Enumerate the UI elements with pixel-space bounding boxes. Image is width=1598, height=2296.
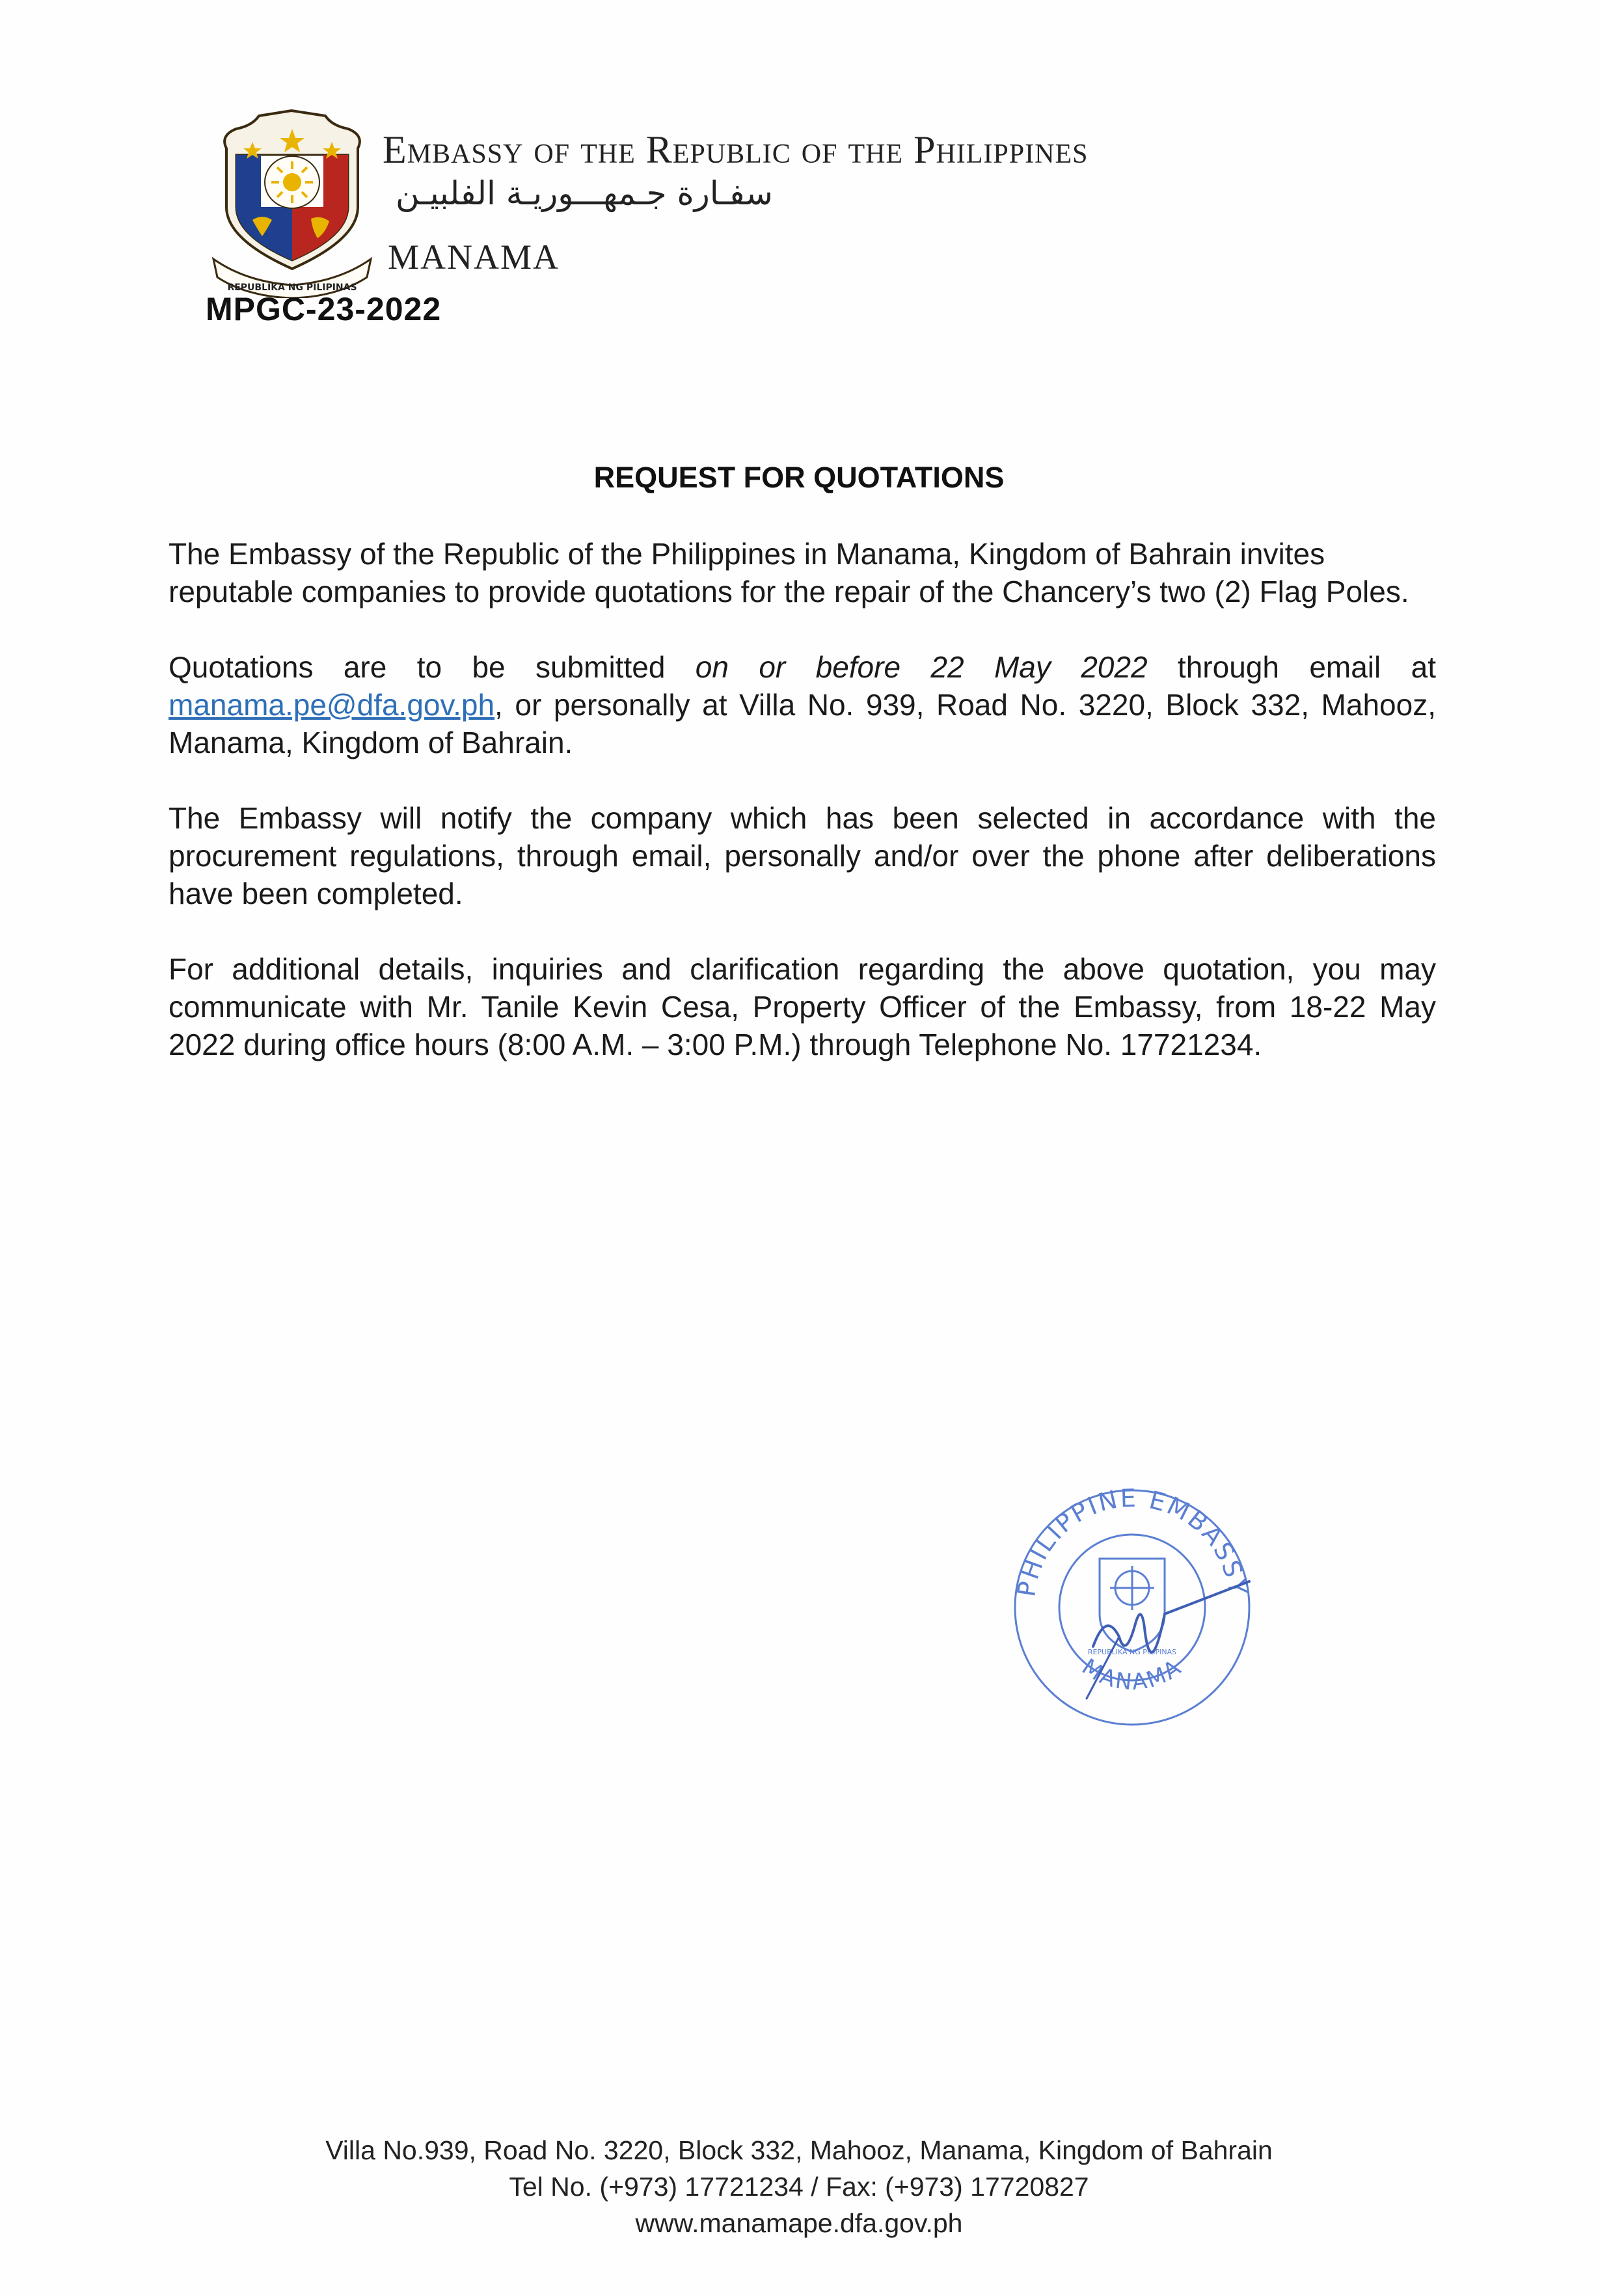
document-title: REQUEST FOR QUOTATIONS (593, 461, 1005, 494)
footer-contact: Tel No. (+973) 17721234 / Fax: (+973) 17720827 (509, 2172, 1089, 2202)
stamp-top-text: PHILIPPINE EMBASSY (1012, 1484, 1253, 1599)
reference-number: MPGC-23-2022 (206, 291, 442, 327)
invitation-paragraph: The Embassy of the Republic of the Philippines in Manama, Kingdom of Bahrain invites reputable companies to provide quotations for the repair of the Chancery’s two (2) Flag Poles. (169, 537, 1409, 608)
embassy-stamp-and-signature (995, 1484, 1269, 1731)
letter-footer (0, 2132, 1598, 2241)
embassy-name-heading: Embassy of the Republic of the Philippines (383, 128, 1089, 171)
svg-text:MANAMA (1077, 1654, 1187, 1695)
submission-text-1: Quotations are to be submitted (169, 650, 696, 684)
seal-caption: REPUBLIKA NG PILIPINAS (227, 282, 357, 293)
stamp-inner-caption: REPUBLIKA NG PILIPINAS (1087, 1648, 1177, 1656)
contact-paragraph: For additional details, inquiries and clarification regarding the above quotation, you may communicate with Mr. Tanile Kevin Cesa, Property Officer of the Embassy, from 18-22 May 2022 during office hours (8:00 A.M. – 3:00 P.M.) through Telephone No. 17721234. (169, 952, 1436, 1061)
footer-address: Villa No.939, Road No. 3220, Block 332, Mahooz, Manama, Kingdom of Bahrain (325, 2135, 1273, 2165)
submission-text-3: , or personally at Villa No. 939, Road No. 3220, Block 332, Mahooz, Manama, Kingdom of Bahrain. (169, 688, 1436, 759)
embassy-name-arabic: سفـارة جـمهـــوريـة الفلبيـن (396, 174, 773, 212)
letter-body (169, 535, 1436, 1101)
embassy-city: MANAMA (388, 238, 560, 277)
notification-paragraph: The Embassy will notify the company which has been selected in accordance with the procurement regulations, through email, personally and/or over the phone after deliberations have been completed. (169, 801, 1436, 910)
footer-website: www.manamape.dfa.gov.ph (635, 2208, 963, 2238)
stamp-bottom-text: MANAMA (1077, 1654, 1187, 1696)
submission-text-2: through email at (1147, 650, 1436, 684)
submission-paragraph (169, 648, 1436, 761)
email-link[interactable]: manama.pe@dfa.gov.ph (169, 688, 495, 722)
philippine-coat-of-arms-seal (207, 109, 377, 298)
submission-deadline: on or before 22 May 2022 (695, 650, 1148, 684)
